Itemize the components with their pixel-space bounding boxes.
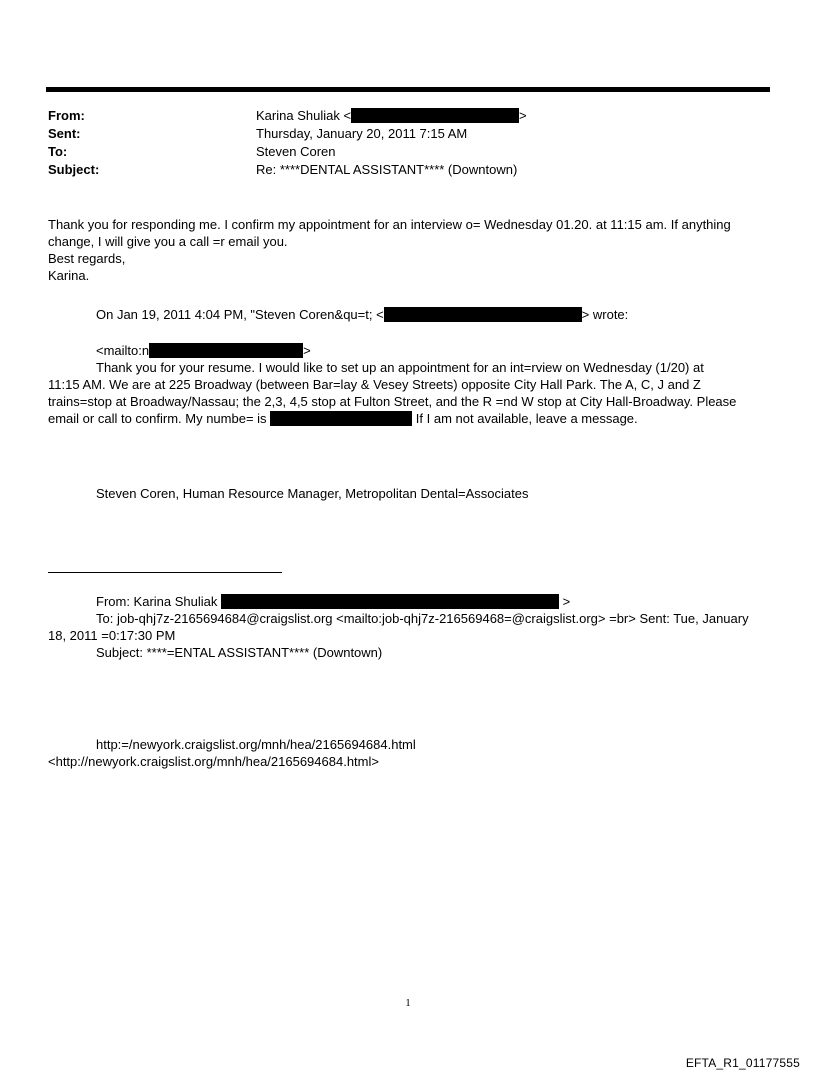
- original-to-line: 18, 2011 =0:17:30 PM: [48, 628, 176, 643]
- email-header: [48, 107, 768, 179]
- header-rule: [46, 87, 770, 92]
- subject-label: Subject:: [48, 162, 100, 177]
- subject-row: [48, 161, 768, 179]
- quoted-on-suffix: > wrote:: [581, 307, 629, 322]
- sent-row: [48, 125, 768, 143]
- redaction-bar: [270, 411, 412, 426]
- mailto-suffix: >: [303, 343, 311, 358]
- to-label: To:: [48, 144, 68, 159]
- subject-value: Re: ****DENTAL ASSISTANT**** (Downtown): [256, 162, 518, 177]
- original-to-line: To: job-qhj7z-2165694684@craigslist.org <mailto:job-qhj7z-216569468=@craigslist.org> =br> Sent: Tue, January: [96, 611, 749, 626]
- bates-number: EFTA_R1_01177555: [685, 1056, 800, 1070]
- url-line: <http://newyork.craigslist.org/mnh/hea/2165694684.html>: [48, 754, 379, 769]
- number-prefix: email or call to confirm. My numbe= is: [48, 411, 267, 426]
- mailto-prefix: <mailto:n: [96, 343, 150, 358]
- redaction-bar: [221, 594, 559, 609]
- to-value: Steven Coren: [256, 144, 336, 159]
- quoted-signature: Steven Coren, Human Resource Manager, Metropolitan Dental=Associates: [96, 486, 529, 501]
- original-from-prefix: From: Karina Shuliak: [96, 594, 218, 609]
- quoted-line: Thank you for your resume. I would like to set up an appointment for an int=rview on Wednesday (1/20) at: [96, 360, 704, 375]
- quoted-line: 11:15 AM. We are at 225 Broadway (between Bar=lay & Vesey Streets) opposite City Hall Park. The A, C, J and Z: [48, 377, 701, 392]
- original-subject: Subject: ****=ENTAL ASSISTANT**** (Downtown): [96, 645, 383, 660]
- original-from: [48, 593, 749, 610]
- quoted-mailto: [48, 342, 736, 359]
- from-name: Karina Shuliak <: [256, 108, 352, 123]
- reply-body: [48, 216, 731, 284]
- from-row: [48, 107, 768, 125]
- sent-value: Thursday, January 20, 2011 7:15 AM: [256, 126, 468, 141]
- quoted-line: [48, 410, 736, 427]
- reply-line: Thank you for responding me. I confirm my appointment for an interview o= Wednesday 01.20. at 11:15 am. If anything: [48, 217, 731, 232]
- number-suffix: If I am not available, leave a message.: [415, 411, 638, 426]
- quoted-line: trains=stop at Broadway/Nassau; the 2,3, 4,5 stop at Fulton Street, and the R =nd W stop at City Hall-Broadway. Please: [48, 394, 737, 409]
- reply-line: Best regards,: [48, 251, 126, 266]
- listing-url: [48, 736, 416, 770]
- redaction-bar: [149, 343, 303, 358]
- to-row: [48, 143, 768, 161]
- url-line: http:=/newyork.craigslist.org/mnh/hea/2165694684.html: [96, 737, 416, 752]
- from-label: From:: [48, 108, 85, 123]
- sent-label: Sent:: [48, 126, 81, 141]
- redaction-bar: [384, 307, 582, 322]
- separator-rule: [48, 572, 282, 573]
- page-number: 1: [405, 997, 411, 1009]
- from-close: >: [519, 108, 527, 123]
- reply-line: change, I will give you a call =r email you.: [48, 234, 288, 249]
- from-value: [256, 107, 527, 124]
- reply-line: Karina.: [48, 268, 90, 283]
- quoted-body: [48, 342, 736, 427]
- original-message: [48, 593, 749, 661]
- redaction-bar: [351, 108, 519, 123]
- quoted-intro: [96, 306, 628, 323]
- quoted-on-prefix: On Jan 19, 2011 4:04 PM, "Steven Coren&qu=t; <: [96, 307, 384, 322]
- original-from-suffix: >: [562, 594, 571, 609]
